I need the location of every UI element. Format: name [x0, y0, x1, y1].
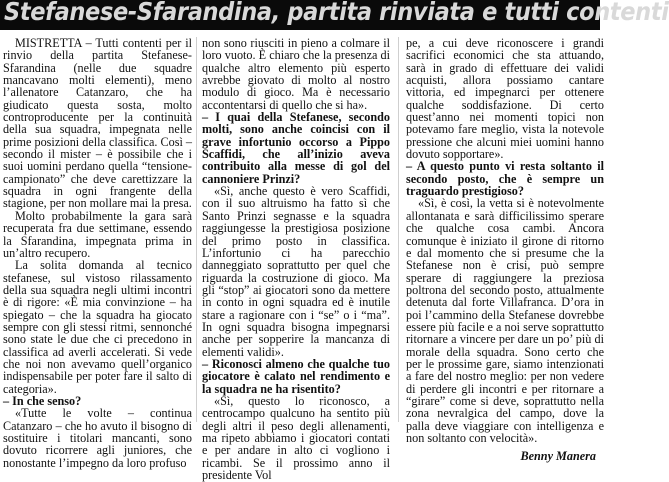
headline: Stefanese-Sfarandina, partita rinviata e tutti contenti: [4, 0, 669, 26]
interview-question: – I quai della Stefanese, secondo molti, sono anche coincisi con il grave infortunio occorso a Pippo Scaffidi, che all’inizio aveva contribuito alla messe di gol del cannoniere Prinzi?: [202, 110, 390, 186]
column-divider: [196, 37, 197, 422]
paragraph: Molto probabilmente la gara sarà recuperata fra due settimane, essendo la Sfarandina, impegnata prima in un’altro recupero.: [3, 208, 192, 260]
author-byline: Benny Manera: [520, 449, 596, 464]
paragraph: MISTRETTA – Tutti contenti per il rinvio della partita Stefanese-Sfarandina (nelle due squadre mancavano molti elementi), meno l’allenatore Catanzaro, che ha giudicato questa sosta, molto controproducente per la continuità della sua squadra, impegnata nelle prime posizioni della classifica. Così – secondo il mister – è possibile che i suoi uomini perdano quella “tensione-campionato” che deve carettizzare la squadra in ogni frangente della stagione, per non mollare mai la presa.: [3, 36, 192, 211]
article-column-1: [3, 36, 192, 470]
column-divider: [398, 37, 399, 422]
paragraph: pe, a cui deve riconoscere i grandi sacrifici economici che sta attuando, sarà in grado di effettuare dei validi acquisti, allora possiamo cantare vittoria, ed impegnarci per ottenere qualche soddisfazione. Di certo quest’anno nei momenti topici non potevamo fare meglio, vista la notevole pressione che alcuni miei uomini hanno dovuto sopportare».: [406, 36, 604, 162]
paragraph: «Sì, è così, la vetta si è notevolmente allontanata e sarà difficilissimo sperare che qualche cosa cambi. Ancora comunque è iniziato il girone di ritorno e dal momento che si presume che la Stefanese non è crisi, può sempre sperare di raggiungere la preziosa poltrona del secondo posto, attualmente detenuta dal forte Villafranca. D’ora in poi l’cammino della Stefanese dovrebbe essere più facile e a noi serve soprattutto ritornare a vincere per dare un po’ più di morale della squadra. Sono certo che per le prossime gare, siamo intenzionati a fare del nostro meglio: per non vedere di perdere gli incontri e per ritornare a “girare” come si deve, soprattutto nella zona nevralgica del campo, dove la palla deve viaggiare con intelligenza e non soltanto con velocità».: [406, 196, 604, 445]
article-column-2: [202, 36, 390, 482]
interview-question: – In che senso?: [3, 393, 82, 408]
headline-bar: [0, 0, 669, 30]
interview-question: – A questo punto vi resta soltanto il secondo posto, che è sempre un traguardo prestigioso?: [406, 159, 604, 199]
paragraph: La solita domanda al tecnico stefanese, sul vistoso rilassamento della sua squadra negli ultimi incontri è di rigore: «È mia convinzione – ha spiegato – che la squadra ha giocato sempre con gli stessi ritmi, sennonché sono state le due che ci precedono in classifica ad averli accelerati. Si vede che noi non avevamo quell’organico indispensabile per poter fare il salto di categoria».: [3, 258, 192, 396]
paragraph: «Tutte le volte – continua Catanzaro – che ho avuto il bisogno di sostituire i titolari mancanti, sono dovuto ricorrere agli juniores, che nonostante l’impegno da loro profuso: [3, 406, 192, 470]
article-column-3: [406, 36, 604, 464]
interview-question: – Riconosci almeno che qualche tuo giocatore è calato nel rendimento e la squadra ne ha risentito?: [202, 356, 390, 396]
paragraph: «Sì, anche questo è vero Scaffidi, con il suo altruismo ha fatto sì che Santo Prinzi segnasse e la squadra raggiungesse la prestigiosa posizione del primo posto in classifica. L’infortunio ci ha parecchio danneggiato soprattutto per quel che riguarda la costruzione di gioco. Ma gli “stop” ai giocatori sono da mettere in conto in ogni squadra ed è inutile stare a ragionare con i “se” o i “ma”. In ogni squadra bisogna impegnarsi anche per sopperire la mancanza di elementi validi».: [202, 184, 390, 359]
paragraph: non sono riusciti in pieno a colmare il loro vuoto. È chiaro che la presenza di qualche altro elemento più esperto avrebbe giovato di molto al nostro modulo di gioco. Ma è necessario accontentarsi di quello che si ha».: [202, 36, 390, 112]
paragraph: «Sì, questo lo riconosco, a centrocampo qualcuno ha sentito più degli altri il peso degli allenamenti, ma ripeto abbiamo i giocatori contati e per andare in alto ci vogliono i ricambi. Se il prossimo anno il presidente Vol: [202, 393, 390, 482]
